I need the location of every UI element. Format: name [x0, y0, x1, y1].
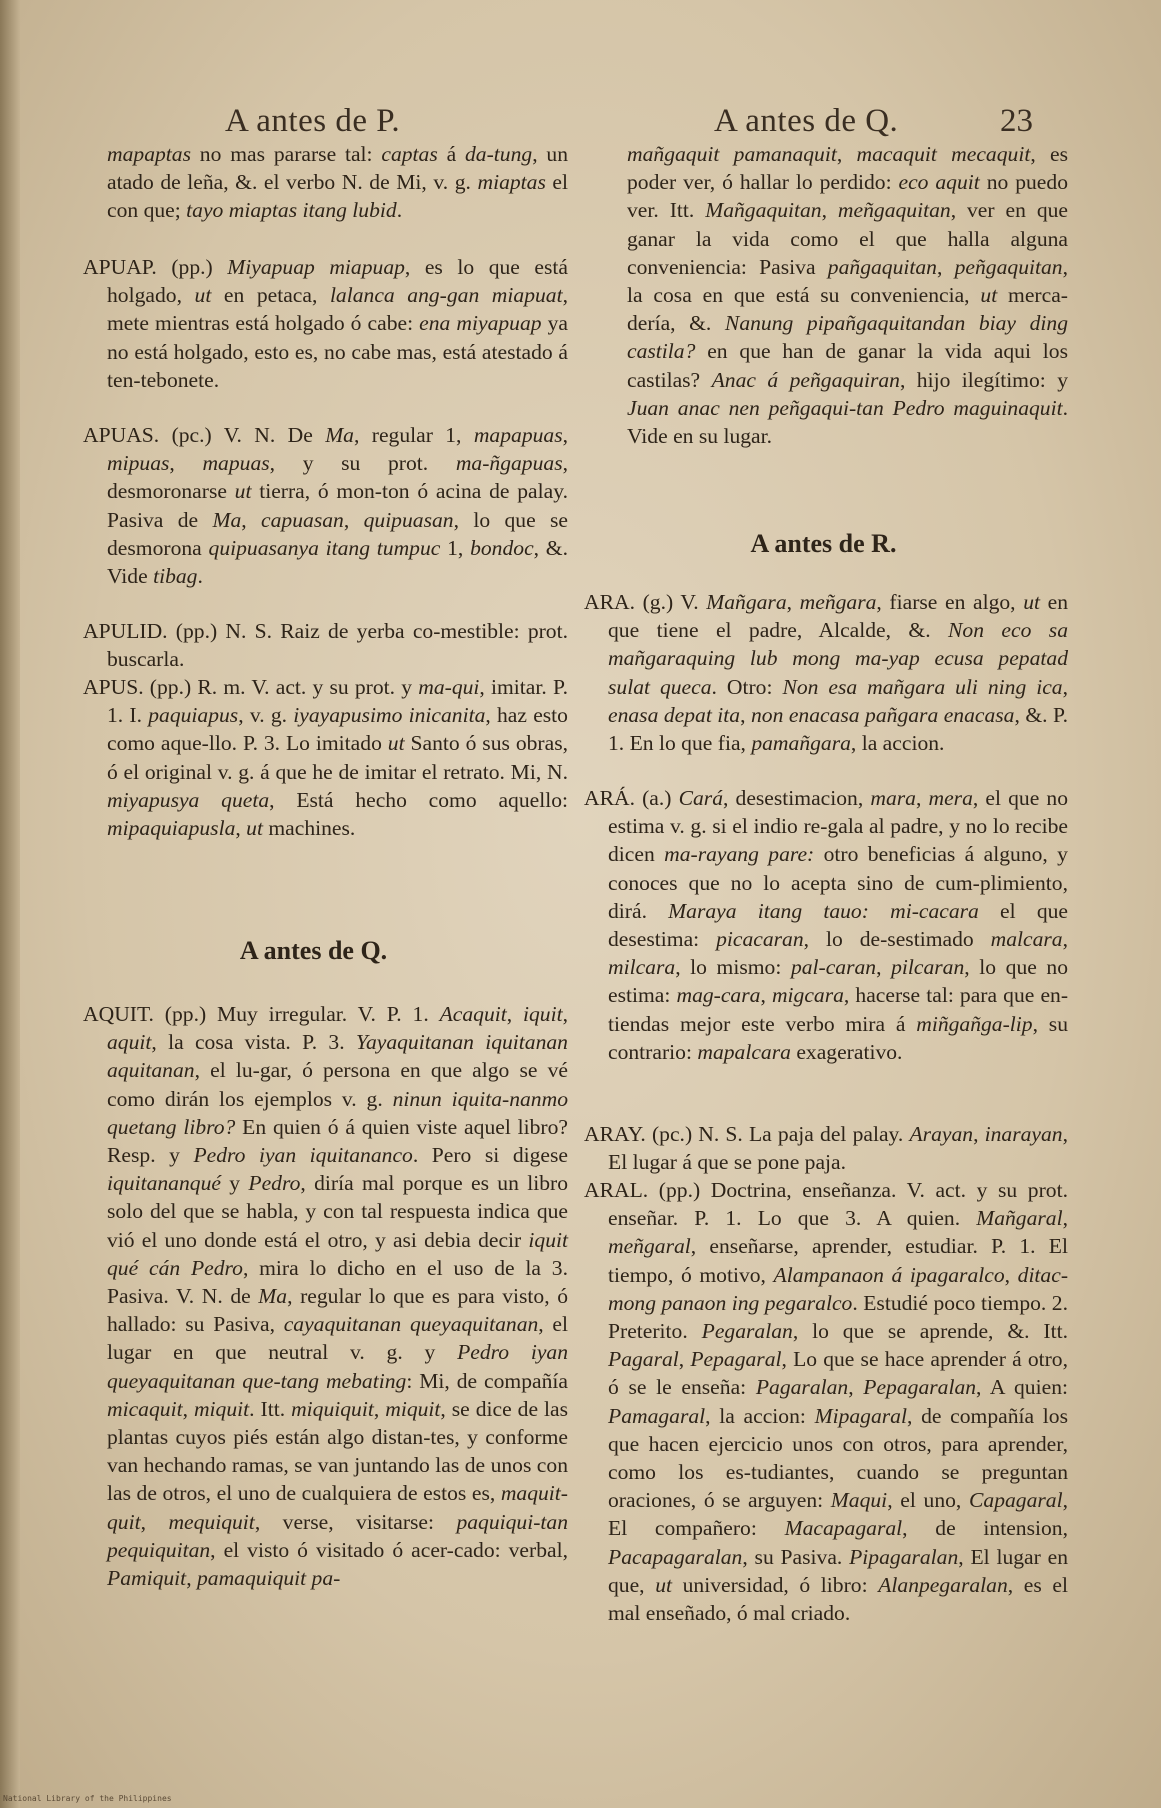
entry-apuas: APUAS. (pc.) V. N. De Ma, regular 1, mapapuas, mipuas, mapuas, y su prot. ma-ñgapuas, desmoronarse ut tierra, ó mon-ton ó acina de palay. Pasiva de Ma, capuasan, quipuasan, lo que se desmorona quipuasanya itang tumpuc 1, bondoc, &. Vide tibag. — [83, 423, 569, 589]
right-running-head: A antes de Q. — [714, 103, 899, 139]
entry-apulid: APULID. (pp.) N. S. Raiz de yerba co-mestible: prot. buscarla. — [83, 619, 568, 672]
entry-araa: ARÁ. (a.) Cará, desestimacion, mara, mera, el que no estima v. g. si el indio re-gala al padre, y no lo recibe dicen ma-rayang pare: otro beneficias á alguno, y conoces que no lo acepta sino de cum-plimiento, dirá. Maraya itang tauo: mi-cacara el que desestima: picacaran, lo de-sestimado malcara, milcara, lo mismo: pal-caran, pilcaran, lo que no estima: mag-cara, migcara, hacerse tal: para que en-tiendas mejor este verbo mira á miñgañga-lip, su contrario: mapalcara exagerativo. — [584, 786, 1069, 1064]
entry-continuation-apaptas: mapaptas no mas pararse tal: captas á da-tung, un atado de leña, &. el verbo N. de Mi, v. g. miaptas el con que; tayo miaptas itang lubid. — [107, 142, 569, 223]
book-spine — [0, 0, 20, 1808]
section-heading-q: A antes de Q. — [239, 936, 388, 965]
entry-aray: ARAY. (pc.) N. S. La paja del palay. Arayan, inarayan, El lugar á que se pone paja. — [584, 1122, 1069, 1175]
section-heading-r: A antes de R. — [750, 529, 897, 558]
entry-aral: ARAL. (pp.) Doctrina, enseñanza. V. act. y su prot. enseñar. P. 1. Lo que 3. A quien. Mañgaral, meñgaral, enseñarse, aprender, estudiar. P. 1. El tiempo, ó motivo, Alampanaon á ipagaralco, ditac-mong panaon ing pegaralco. Estudié poco tiempo. 2. Preterito. Pegaralan, lo que se aprende, &. Itt. Pagaral, Pepagaral, Lo que se hace aprender á otro, ó se le enseña: Pagaralan, Pepagaralan, A quien: Pamagaral, la accion: Mipagaral, de compañía los que hacen ejercicio unos con otros, para aprender, como los es-tudiantes, cuando se preguntan oraciones, ó se arguyen: Maqui, el uno, Capagaral, El compañero: Macapagaral, de intension, Pacapagaralan, su Pasiva. Pipagaralan, El lugar en que, ut universidad, ó libro: Alanpegaralan, es el mal enseñado, ó mal criado. — [584, 1178, 1069, 1626]
entry-apuap: APUAP. (pp.) Miyapuap miapuap, es lo que está holgado, ut en petaca, lalanca ang-gan miapuat, mete mientras está holgado ó cabe: ena miyapuap ya no está holgado, esto es, no cabe mas, está atestado á ten-tebonete. — [83, 255, 569, 392]
left-running-head: A antes de P. — [225, 103, 401, 139]
library-watermark: National Library of the Philippines — [3, 1794, 172, 1803]
entry-continuation-aquit: mañgaquit pamanaquit, macaquit mecaquit, es poder ver, ó hallar lo perdido: eco aquit no puedo ver. Itt. Mañgaquitan, meñgaquitan, ver en que ganar la vida como el que halla alguna conveniencia: Pasiva pañgaquitan, peñgaquitan, la cosa en que está su conveniencia, ut merca-dería, &. Nanung pipañgaquitandan biay ding castila? en que han de ganar la vida aqui los castilas? Anac á peñgaquiran, hijo ilegítimo: y Juan anac nen peñgaqui-tan Pedro maguinaquit. Vide en su lugar. — [627, 142, 1069, 449]
entry-ara: ARA. (g.) V. Mañgara, meñgara, fiarse en algo, ut en que tiene el padre, Alcalde, &. Non eco sa mañgaraquing lub mong ma-yap ecusa pepatad sulat queca. Otro: Non esa mañgara uli ning ica, enasa depat ita, non enacasa pañgara enacasa, &. P. 1. En lo que fia, pamañgara, la accion. — [584, 590, 1069, 756]
page-number: 23 — [1000, 103, 1033, 139]
entry-apus: APUS. (pp.) R. m. V. act. y su prot. y ma-qui, imitar. P. 1. I. paquiapus, v. g. iyayapusimo inicanita, haz esto como aque-llo. P. 3. Lo imitado ut Santo ó sus obras, ó el original v. g. á que he de imitar el retrato. Mi, N. miyapusya queta, Está hecho como aquello: mipaquiapusla, ut machines. — [83, 675, 569, 841]
entry-aquit: AQUIT. (pp.) Muy irregular. V. P. 1. Acaquit, iquit, aquit, la cosa vista. P. 3. Yayaquitanan iquitanan aquitanan, el lu-gar, ó persona en que algo se vé como dirán los ejemplos v. g. ninun iquita-nanmo quetang libro? En quien ó á quien viste aquel libro? Resp. y Pedro iyan iquitananco. Pero si digese iquitananqué y Pedro, diría mal porque es un libro solo del que se habla, y con tal respuesta indica que vió el uno donde está el otro, y asi debia decir iquit qué cán Pedro, mira lo dicho en el uso de la 3. Pasiva. V. N. de Ma, regular lo que es para visto, ó hallado: su Pasiva, cayaquitanan queyaquitanan, el lugar en que neutral v. g. y Pedro iyan queyaquitanan que-tang mebating: Mi, de compañía micaquit, miquit. Itt. miquiquit, miquit, se dice de las plantas cuyos piés están algo distan-tes, y conforme van hechando ramas, se van juntando las de unos con las de otros, el uno de cualquiera de estos es, maquit-quit, mequiquit, verse, visitarse: paquiqui-tan pequiquitan, el visto ó visitado ó acer-cado: verbal, Pamiquit, pamaquiquit pa- — [83, 1002, 569, 1591]
